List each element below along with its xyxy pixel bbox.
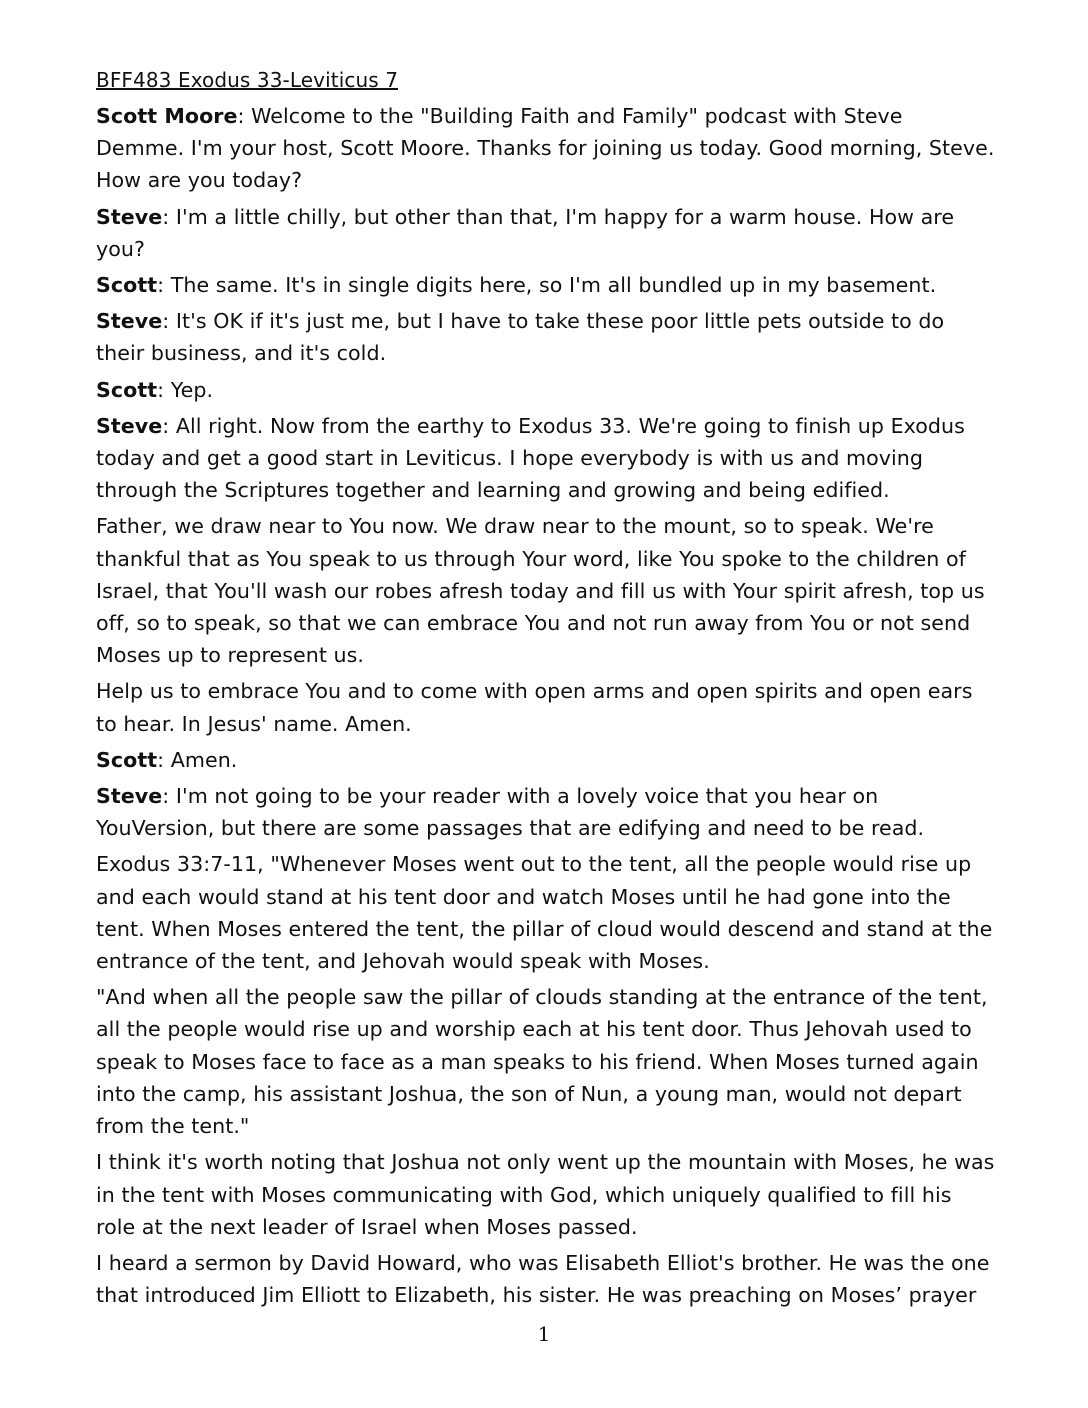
paragraph-4	[96, 305, 996, 369]
paragraph-8	[96, 675, 996, 739]
paragraph-5	[96, 374, 996, 406]
document-title: BFF483 Exodus 33-Leviticus 7	[96, 68, 399, 92]
paragraph-7	[96, 510, 996, 671]
paragraph-text: "And when all the people saw the pillar of clouds standing at the entrance of the tent, all the people would rise up and worship each at his tent door. Thus Jehovah used to speak to Moses face to face as a man speaks to his friend. When Moses turned again into the camp, his assistant Joshua, the son of Nun, a young man, would not depart from the tent."	[96, 985, 988, 1139]
speaker-name: Steve	[96, 204, 163, 229]
paragraph-11	[96, 848, 996, 977]
paragraph-text: : All right. Now from the earthy to Exodus 33. We're going to finish up Exodus today and get a good start in Leviticus. I hope everybody is with us and moving through the Scriptures together and learning and growing and being edified.	[96, 413, 965, 503]
paragraph-text: Father, we draw near to You now. We draw near to the mount, so to speak. We're thankful that as You speak to us through Your word, like You spoke to the children of Israel, that You'll wash our robes afresh today and fill us with Your spirit afresh, top us off, so to speak, so that we can embrace You and not run away from You or not send Moses up to represent us.	[96, 514, 985, 668]
speaker-name: Scott	[96, 747, 158, 772]
paragraph-text: : Yep.	[157, 377, 214, 402]
speaker-name: Steve	[96, 413, 163, 438]
speaker-name: Scott Moore	[96, 104, 238, 128]
paragraph-text: : Amen.	[157, 747, 238, 772]
paragraph-text: : I'm a little chilly, but other than that, I'm happy for a warm house. How are you?	[96, 204, 955, 261]
paragraph-text: I heard a sermon by David Howard, who was Elisabeth Elliot's brother. He was the one that introduced Jim Elliott to Elizabeth, his sister. He was preaching on Moses’ prayer	[96, 1250, 990, 1308]
speaker-name: Steve	[96, 784, 163, 809]
speaker-name: Steve	[96, 309, 163, 334]
paragraph-text: I think it's worth noting that Joshua not only went up the mountain with Moses, he was in the tent with Moses communicating with God, which uniquely qualified to fill his role at the next leader of Israel when Moses passed.	[96, 1150, 995, 1239]
paragraph-2	[96, 201, 996, 265]
paragraph-14	[96, 1247, 996, 1311]
paragraph-text: Help us to embrace You and to come with open arms and open spirits and open ears to hear. In Jesus' name. Amen.	[96, 679, 973, 736]
page-number: 1	[537, 1322, 551, 1346]
paragraph-9	[96, 744, 996, 776]
paragraph-1	[96, 100, 996, 197]
paragraph-text: : I'm not going to be your reader with a lovely voice that you hear on YouVersion, but there are some passages that are edifying and need to be read.	[96, 784, 925, 841]
paragraph-10	[96, 780, 996, 844]
paragraph-text: : The same. It's in single digits here, so I'm all bundled up in my basement.	[157, 273, 937, 298]
speaker-name: Scott	[96, 377, 158, 402]
paragraph-13	[96, 1146, 996, 1243]
paragraph-text: Exodus 33:7-11, "Whenever Moses went out to the tent, all the people would rise up and each would stand at his tent door and watch Moses until he had gone into the tent. When Moses entered the tent, the pillar of cloud would descend and stand at the entrance of the tent, and Jehovah would speak with Moses.	[96, 852, 993, 974]
speaker-name: Scott	[96, 273, 158, 298]
document-page	[96, 64, 996, 1315]
paragraph-12	[96, 981, 996, 1142]
paragraph-3	[96, 269, 996, 301]
paragraph-6	[96, 410, 996, 507]
paragraph-text: : It's OK if it's just me, but I have to take these poor little pets outside to do their business, and it's cold.	[96, 309, 945, 366]
paragraph-text: : Welcome to the "Building Faith and Family" podcast with Steve Demme. I'm your host, Scott Moore. Thanks for joining us today. Good morning, Steve. How are you today?	[96, 104, 995, 193]
